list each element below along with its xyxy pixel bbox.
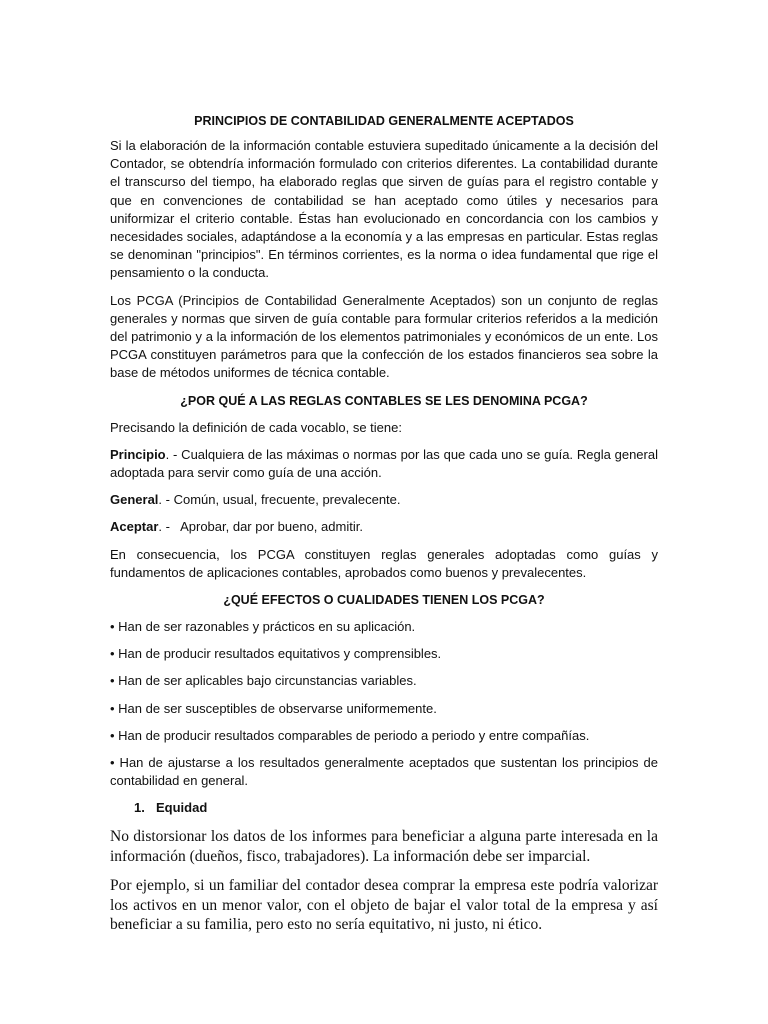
list-item: • Han de ser razonables y prácticos en su aplicación. xyxy=(110,619,416,635)
list-item: • Han de ser aplicables bajo circunstancias variables. xyxy=(110,673,417,689)
intro-paragraph: Si la elaboración de la información contable estuviera supeditado únicamente a la decisión del Contador, se obtendría información formulado con criterios diferentes. La contabilidad durante el transcurso del tiempo, ha elaborado reglas que sirven de guías para el registro contable y que en convenciones de contabilidad se han aceptado como útiles y necesarios para uniformizar el criterio contable. Éstas han evolucionado en concordancia con los cambios y necesidades sociales, adaptándose a la economía y a las empresas en particular. Estas reglas se denominan "principios". En términos corrientes, es la norma o idea fundamental que rige el pensamiento o la conducta. xyxy=(110,138,658,281)
list-item: • Han de ser susceptibles de observarse uniformemente. xyxy=(110,700,437,716)
heading-effects-pcga: ¿QUÉ EFECTOS O CUALIDADES TIENEN LOS PCGA? xyxy=(223,593,545,608)
definition-aceptar xyxy=(110,518,658,536)
conclusion-paragraph: En consecuencia, los PCGA constituyen reglas generales adoptadas como guías y fundamentos de aplicaciones contables, aprobados como buenos y prevalecentes. xyxy=(110,546,658,580)
definitions-intro: Precisando la definición de cada vocablo, se tiene: xyxy=(110,419,402,435)
equidad-paragraph-2: Por ejemplo, si un familiar del contador desea comprar la empresa este podría valorizar los activos en un menor valor, con el objeto de bajar el valor total de la empresa y así beneficiar a su familia, pero esto no sería equitativo, ni justo, ni ético. xyxy=(110,877,658,934)
definition-general xyxy=(110,491,658,509)
definition-term: General xyxy=(110,492,159,508)
equidad-paragraph-1: No distorsionar los datos de los informes para beneficiar a alguna parte interesada en la información (dueños, fisco, trabajadores). La información debe ser imparcial. xyxy=(110,828,658,865)
definition-text: . - Aprobar, dar por bueno, admitir. xyxy=(158,519,363,535)
definition-text: . - Común, usual, frecuente, prevalecente. xyxy=(158,492,401,508)
section-number: 1. xyxy=(134,800,145,816)
definition-term: Principio xyxy=(110,446,166,462)
list-item: • Han de producir resultados comparables de periodo a periodo y entre compañías. xyxy=(110,727,590,743)
section-heading-equidad xyxy=(134,799,658,817)
heading-why-pcga: ¿POR QUÉ A LAS REGLAS CONTABLES SE LES DENOMINA PCGA? xyxy=(180,393,588,408)
document-body xyxy=(110,112,658,817)
definition-term: Aceptar xyxy=(110,519,159,535)
definition-text: . - Cualquiera de las máximas o normas por las que cada uno se guía. Regla general adoptada para servir como guía de una acción. xyxy=(110,446,658,481)
list-item: • Han de ajustarse a los resultados generalmente aceptados que sustentan los principios de contabilidad en general. xyxy=(110,755,658,789)
document-title: PRINCIPIOS DE CONTABILIDAD GENERALMENTE ACEPTADOS xyxy=(194,114,574,128)
section-title: Equidad xyxy=(156,800,208,816)
definition-principio xyxy=(110,446,658,482)
pcga-paragraph: Los PCGA (Principios de Contabilidad Generalmente Aceptados) son un conjunto de reglas generales y normas que sirven de guía contable para formular criterios referidos a la medición del patrimonio y a la información de los elementos patrimoniales y económicos de un ente. Los PCGA constituyen parámetros para que la confección de los estados financieros sea sobre la base de métodos uniformes de técnica contable. xyxy=(110,292,658,381)
list-item: • Han de producir resultados equitativos y comprensibles. xyxy=(110,646,442,662)
